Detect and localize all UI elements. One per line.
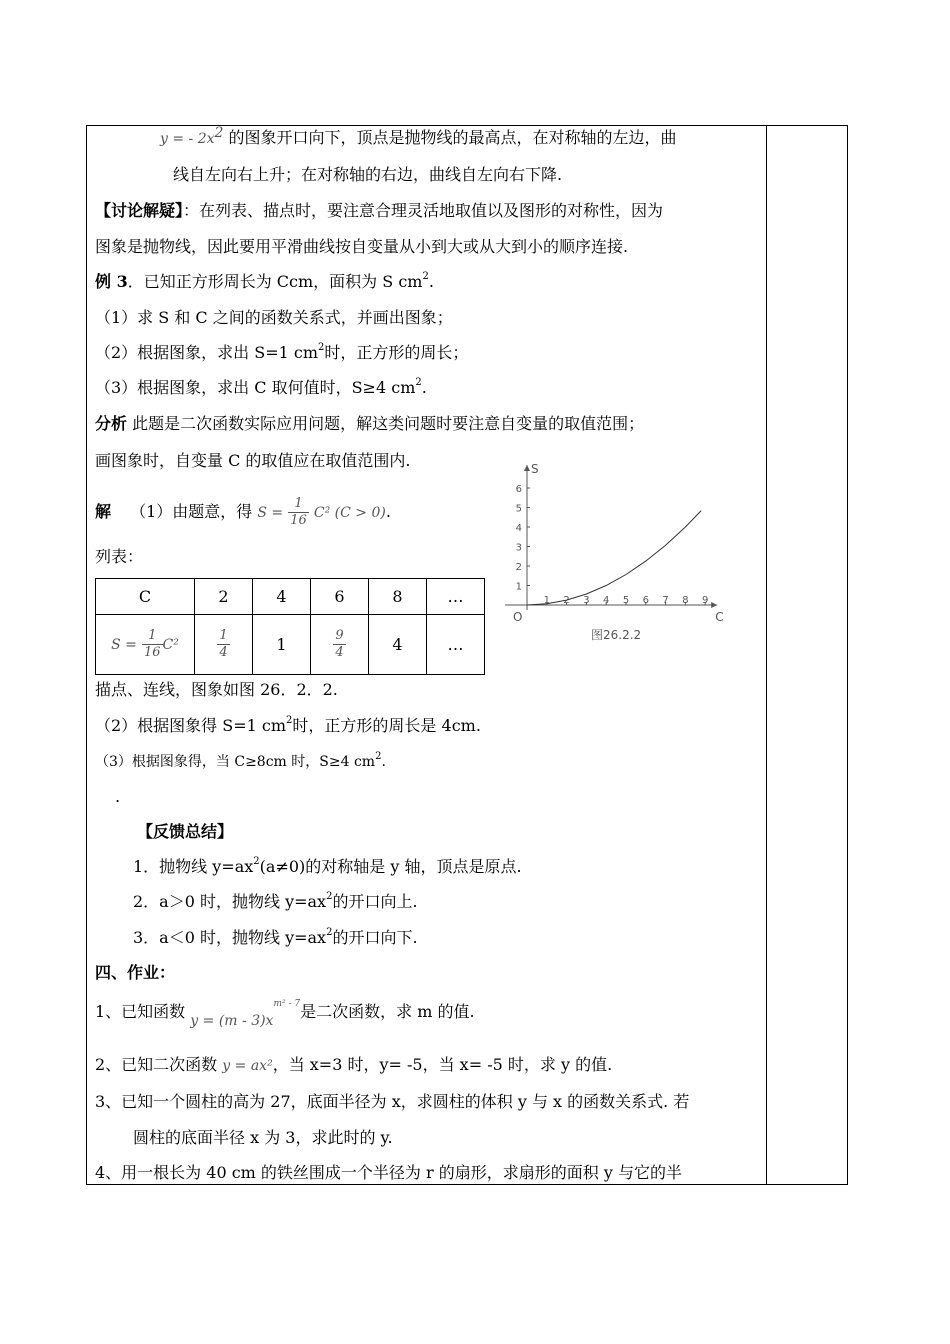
x-tick-label: 9 xyxy=(702,595,709,606)
value-table xyxy=(95,578,485,675)
feedback-item-2: 2．a＞0 时，抛物线 $y=ax^2$的开口向上. xyxy=(133,891,418,911)
discussion-heading: 【讨论解疑】 xyxy=(95,201,184,220)
y-tick-label: 5 xyxy=(515,503,522,515)
intro-formula: y = - 2x xyxy=(160,131,215,147)
table-cell: 4 xyxy=(253,579,311,615)
answer-2: （2）根据图象得 S=1 $cm^2$时，正方形的周长是 4cm. xyxy=(95,715,481,735)
plot-description: 描点、连线，图象如图 26．2．2. xyxy=(95,680,338,699)
homework-3-line-1: 3、已知一个圆柱的高为 27，底面半径为 x，求圆柱的体积 y 与 x 的函数关系式. 若 xyxy=(95,1092,690,1111)
y-axis-label: S xyxy=(531,462,539,476)
table-column-divider xyxy=(766,125,767,1185)
table-cell: … xyxy=(427,579,485,615)
x-tick-label: 7 xyxy=(662,595,669,606)
x-tick-label: 2 xyxy=(563,595,570,606)
list-label: 列表： xyxy=(95,547,144,566)
example-question-2: （2）根据图象，求出 S=1 $cm^2$时，正方形的周长； xyxy=(95,342,469,362)
table-header-c: C xyxy=(96,579,195,615)
x-tick-label: 8 xyxy=(682,595,689,606)
y-axis-arrow xyxy=(524,465,530,471)
table-cell: 1 xyxy=(253,615,311,675)
y-tick-label: 6 xyxy=(515,484,522,495)
feedback-item-3: 3．a＜0 时，抛物线 $y=ax^2$的开口向下. xyxy=(133,927,418,947)
x-tick-label: 5 xyxy=(622,595,630,606)
table-cell: $\frac{1}{4}$ xyxy=(195,615,253,675)
table-row xyxy=(96,579,485,615)
example-question-3: （3）根据图象，求出 C 取何值时，S≥4 $cm^2$. xyxy=(95,377,427,397)
solution-fraction: $\frac{1}{16}$ xyxy=(290,496,307,528)
stray-dot: . xyxy=(115,787,121,806)
x-tick-label: 6 xyxy=(642,595,649,606)
table-cell: 2 xyxy=(195,579,253,615)
table-cell: 4 xyxy=(369,615,427,675)
homework-3-line-2: 圆柱的底面半径 x 为 3，求此时的 y. xyxy=(133,1128,393,1147)
y-tick-label: 1 xyxy=(515,581,522,593)
table-row xyxy=(96,615,485,675)
y-tick-label: 3 xyxy=(515,542,522,554)
origin-label: O xyxy=(513,610,523,624)
solution-line-1: 解 （1）由题意，得 S = $\frac{1}{16}$ C² (C > 0). xyxy=(95,496,391,528)
x-axis-arrow xyxy=(711,602,717,608)
y-tick-label: 2 xyxy=(515,562,522,573)
table-cell: $\frac{9}{4}$ xyxy=(311,615,369,675)
intro-line-1: y = - $2x^2$ 的图象开口向下，顶点是抛物线的最高点，在对称轴的左边，曲 xyxy=(160,125,677,147)
y-tick-label: 4 xyxy=(515,523,522,534)
homework-1: 1、已知函数 $y = (m - 3)x^{m^2 - 7}$是二次函数，求 m 的值. xyxy=(95,999,475,1029)
x-tick-label: 4 xyxy=(603,595,610,606)
parabola-curve xyxy=(527,511,701,605)
x-axis-label: C xyxy=(715,610,724,624)
discussion-line-2: 图象是抛物线，因此要用平滑曲线按自变量从小到大或从大到小的顺序连接. xyxy=(95,237,629,256)
homework-2: 2、已知二次函数 y = ax²，当 x=3 时，y= -5，当 x= -5 时，求 y 的值. xyxy=(95,1055,613,1074)
intro-line-2: 线自左向右上升；在对称轴的右边，曲线自左向右下降. xyxy=(173,165,563,184)
answer-3: （3）根据图象得，当 C≥8cm 时，S≥4 $cm^2$. xyxy=(95,751,386,770)
example-question-1: （1）求 S 和 C 之间的函数关系式，并画出图象； xyxy=(95,308,453,327)
table-cell: 6 xyxy=(311,579,369,615)
example-title: 例 3．已知正方形周长为 Ccm，面积为 S $cm^2$. xyxy=(95,271,434,291)
homework-4: 4、用一根长为 40 cm 的铁丝围成一个半径为 r 的扇形，求扇形的面积 y 与它的半 xyxy=(95,1163,682,1182)
table-cell: … xyxy=(427,615,485,675)
homework-heading: 四、作业： xyxy=(95,963,176,982)
table-cell: 8 xyxy=(369,579,427,615)
analysis-line-2: 画图象时，自变量 C 的取值应在取值范围内. xyxy=(95,451,411,470)
analysis-line-1: 分析 此题是二次函数实际应用问题，解这类问题时要注意自变量的取值范围； xyxy=(95,414,645,433)
chart-caption: 图26.2.2 xyxy=(591,628,642,642)
x-tick-label: 3 xyxy=(583,595,590,606)
table-header-s: S = $\frac{1}{16}$ C² xyxy=(96,615,195,675)
x-tick-label: 1 xyxy=(543,595,550,606)
feedback-item-1: 1．抛物线 $y=ax^2(a\ne 0)$的对称轴是 y 轴，顶点是原点. xyxy=(133,856,522,876)
feedback-heading: 【反馈总结】 xyxy=(137,822,234,841)
discussion-line-1: 【讨论解疑】：在列表、描点时，要注意合理灵活地取值以及图形的对称性，因为 xyxy=(95,201,664,220)
parabola-chart xyxy=(500,455,740,650)
